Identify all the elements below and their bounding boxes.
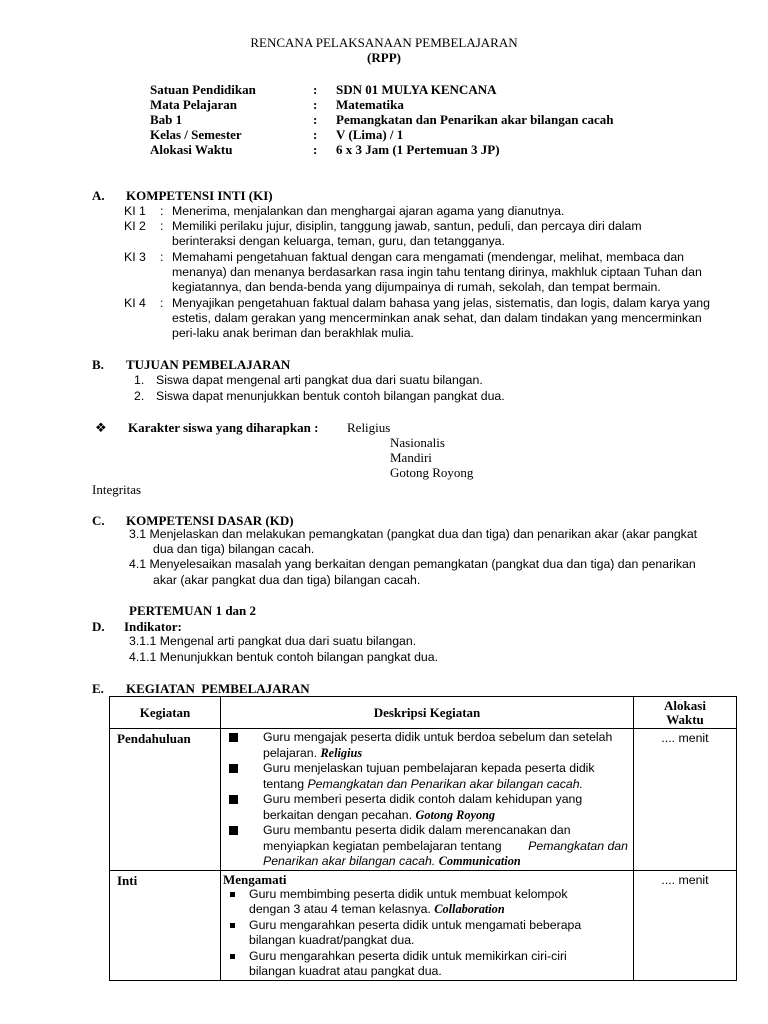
bullet-text: Guru mengarahkan peserta didik untuk memikirkan ciri-ciri [249,948,567,963]
indicator-text: 4.1.1 Menunjukkan bentuk contoh bilangan pangkat dua. [129,650,439,664]
activity-subheading: Mengamati [223,871,287,887]
round-bullet-icon [230,892,235,897]
objective-text: Siswa dapat mengenal arti pangkat dua dari suatu bilangan. [156,373,483,387]
bullet-text: menyiapkan kegiatan pembelajaran tentang [263,838,502,853]
ki-text: peri-laku anak beriman dan berakhlak mulia. [172,326,414,340]
list-item [221,949,628,980]
round-bullet-icon [230,923,235,928]
kd-text: 3.1 Menjelaskan dan melakukan pemangkatan (pangkat dua dan tiga) dan penarikan akar (akar pangkat [129,527,698,541]
section-d-heading: Indikator: [124,619,182,634]
header-alokasi-line2: Waktu [666,711,704,727]
diamond-bullet-icon: ❖ [95,420,107,435]
section-b-letter: B. [92,357,104,372]
ki-text: Menerima, menjalankan dan menghargai ajaran agama yang dianutnya. [172,204,565,218]
karakter-value: Mandiri [390,450,432,465]
bullet-text: Guru mengarahkan peserta didik untuk mengamati beberapa [249,917,582,932]
bullet-text: Guru mengajak peserta didik untuk berdoa sebelum dan setelah [263,730,613,744]
ki-code: KI 2 [124,219,146,233]
ki-text: Memahami pengetahuan faktual dengan cara mengamati (mendengar, melihat, membaca dan [172,250,684,264]
info-value: SDN 01 MULYA KENCANA [336,82,497,97]
document-subtitle: (RPP) [367,50,401,65]
info-colon: : [313,112,318,127]
info-value: V (Lima) / 1 [336,127,404,142]
info-label: Satuan Pendidikan [150,82,256,97]
activity-name: Inti [110,870,221,980]
activity-description [221,729,634,871]
header-alokasi [634,697,737,729]
kd-text: dua dan tiga) bilangan cacah. [153,542,315,556]
bullet-text: bilangan kuadrat/pangkat dua. [249,933,415,947]
activity-time: .... menit [634,729,737,871]
header-alokasi-line1: Alokasi [664,697,706,713]
kd-text: 4.1 Menyelesaikan masalah yang berkaitan dengan pemangkatan (pangkat dua dan tiga) dan penarikan [129,557,696,571]
meeting-heading: PERTEMUAN 1 dan 2 [129,603,257,618]
topic-text: Penarikan akar bilangan cacah. [263,854,436,868]
square-bullet-icon [229,733,238,742]
topic-text: Pemangkatan dan Penarikan akar bilangan cacah. [307,776,583,791]
info-label: Kelas / Semester [150,127,242,142]
info-value: 6 x 3 Jam (1 Pertemuan 3 JP) [336,142,500,157]
table-row [110,870,737,980]
karakter-value: Gotong Royong [390,465,474,480]
ki-colon: : [160,204,164,218]
section-d-letter: D. [92,619,105,634]
activity-table [109,696,737,981]
square-bullet-icon [229,826,238,835]
ki-code: KI 1 [124,204,146,218]
info-value: Matematika [336,97,404,112]
bullet-text: pelajaran. [263,745,318,760]
list-item [229,823,628,870]
header-kegiatan: Kegiatan [110,697,221,729]
list-item [221,918,628,949]
ki-text: Menyajikan pengetahuan faktual dalam bahasa yang jelas, sistematis, dan logis, dalam karya yang [172,296,710,310]
list-item [229,730,628,761]
karakter-value: Religius [347,420,391,435]
section-a-letter: A. [92,188,105,203]
section-e-heading: KEGIATAN PEMBELAJARAN [126,681,310,696]
character-tag: Collaboration [434,902,505,916]
info-colon: : [313,97,318,112]
ki-text: kegiatannya, dan benda-benda yang dijumpainya di rumah, sekolah, dan tempat bermain. [172,280,661,294]
section-b-heading: TUJUAN PEMBELAJARAN [126,357,291,372]
section-e-letter: E. [92,681,104,696]
objective-number: 2. [134,389,145,403]
activity-time: .... menit [634,870,737,980]
section-a-heading: KOMPETENSI INTI (KI) [126,188,273,203]
kd-text: akar (akar pangkat dua dan tiga) bilangan cacah. [153,573,421,587]
activity-name: Pendahuluan [110,729,221,871]
square-bullet-icon [229,764,238,773]
info-colon: : [313,82,318,97]
info-label: Bab 1 [150,112,183,127]
bullet-text: berkaitan dengan pecahan. [263,807,413,822]
bullet-text: Guru membantu peserta didik dalam merencanakan dan [263,823,571,837]
ki-code: KI 4 [124,296,146,310]
karakter-extra: Integritas [92,482,142,497]
ki-text: berinteraksi dengan keluarga, teman, guru, dan tetangganya. [172,234,505,248]
section-c-letter: C. [92,513,105,528]
objective-number: 1. [134,373,145,387]
table-header-row [110,697,737,729]
objective-text: Siswa dapat menunjukkan bentuk contoh bilangan pangkat dua. [156,389,505,403]
ki-code: KI 3 [124,250,146,264]
info-colon: : [313,127,318,142]
bullet-text: Guru membimbing peserta didik untuk membuat kelompok [249,886,568,901]
ki-colon: : [160,296,164,310]
bullet-text: Guru memberi peserta didik contoh dalam kehidupan yang [263,792,583,806]
indicator-text: 3.1.1 Mengenal arti pangkat dua dari suatu bilangan. [129,634,417,648]
info-label: Mata Pelajaran [150,97,238,112]
list-item [229,761,628,792]
bullet-text: Guru menjelaskan tujuan pembelajaran kepada peserta didik [263,761,595,775]
bullet-text: dengan 3 atau 4 teman kelasnya. [249,902,431,916]
document-title: RENCANA PELAKSANAAN PEMBELAJARAN [250,35,518,50]
ki-text: estetis, dalam gerakan yang mencerminkan anak sehat, dan dalam tindakan yang mencerminkan [172,311,702,325]
list-item [229,792,628,823]
karakter-label: Karakter siswa yang diharapkan : [128,420,319,435]
activity-description [221,870,634,980]
ki-colon: : [160,250,164,264]
character-tag: Gotong Royong [415,807,496,822]
bullet-text: tentang [263,776,305,791]
topic-text: Pemangkatan dan [528,838,628,853]
header-deskripsi: Deskripsi Kegiatan [221,697,634,729]
round-bullet-icon [230,954,235,959]
info-colon: : [313,142,318,157]
karakter-value: Nasionalis [390,435,445,450]
square-bullet-icon [229,795,238,804]
character-tag: Communication [438,854,521,868]
ki-text: Memiliki perilaku jujur, disiplin, tanggung jawab, santun, peduli, dan percaya diri dalam [172,219,642,233]
bullet-text: bilangan kuadrat atau pangkat dua. [249,964,442,978]
info-label: Alokasi Waktu [150,142,233,157]
table-row [110,729,737,871]
list-item [221,887,628,918]
character-tag: Religius [320,745,363,760]
ki-colon: : [160,219,164,233]
ki-text: menanya) dan menanya berdasarkan rasa ingin tahu tentang dirinya, makhluk ciptaan Tuhan dan [172,265,702,279]
info-value: Pemangkatan dan Penarikan akar bilangan cacah [336,112,614,127]
section-c-heading: KOMPETENSI DASAR (KD) [126,513,294,528]
